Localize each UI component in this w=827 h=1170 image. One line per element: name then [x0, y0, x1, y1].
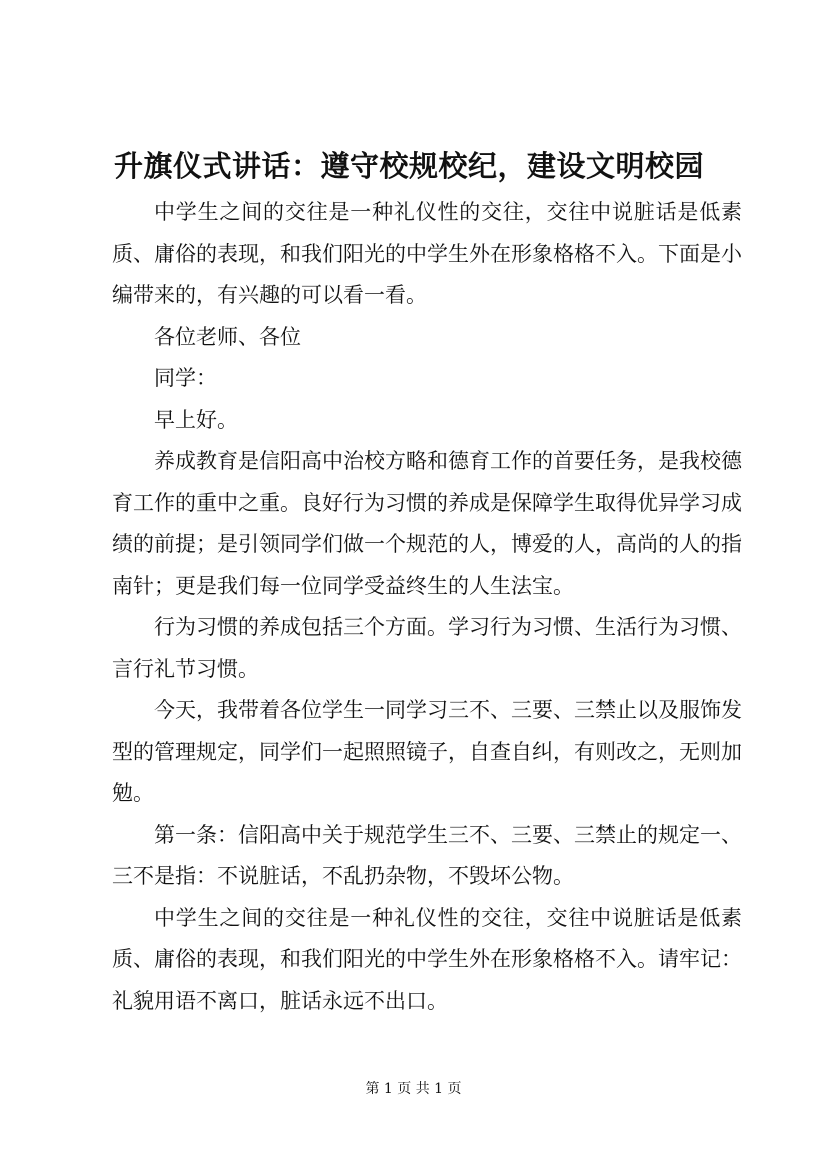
paragraph: 养成教育是信阳高中治校方略和德育工作的首要任务，是我校德育工作的重中之重。良好行为习惯的养成是保障学生取得优异学习成绩的前提；是引领同学们做一个规范的人，博爱的人，高尚的人的指南针；更是我们每一位同学受益终生的人生法宝。 [112, 449, 742, 598]
paragraph: 各位老师、各位 [154, 324, 301, 349]
paragraph: 同学： [154, 366, 217, 390]
paragraph: 中学生之间的交往是一种礼仪性的交往，交往中说脏话是低素质、庸俗的表现，和我们阳光的中学生外在形象格格不入。下面是小编带来的，有兴趣的可以看一看。 [112, 200, 742, 307]
paragraph: 第一条：信阳高中关于规范学生三不、三要、三禁止的规定一、三不是指：不说脏话，不乱扔杂物，不毁坏公物。 [112, 822, 742, 888]
paragraph: 中学生之间的交往是一种礼仪性的交往，交往中说脏话是低素质、庸俗的表现，和我们阳光的中学生外在形象格格不入。请牢记：礼貌用语不离口，脏话永远不出口。 [112, 905, 742, 1013]
document-body [112, 192, 742, 1022]
paragraph: 早上好。 [154, 407, 238, 432]
document-title: 升旗仪式讲话：遵守校规校纪，建设文明校园 [114, 149, 705, 183]
paragraph: 行为习惯的养成包括三个方面。学习行为习惯、生活行为习惯、言行礼节习惯。 [112, 615, 742, 681]
paragraph: 今天，我带着各位学生一同学习三不、三要、三禁止以及服饰发型的管理规定，同学们一起照照镜子，自查自纠，有则改之，无则加勉。 [112, 698, 742, 805]
page-number-footer: 第 1 页 共 1 页 [365, 1081, 462, 1097]
